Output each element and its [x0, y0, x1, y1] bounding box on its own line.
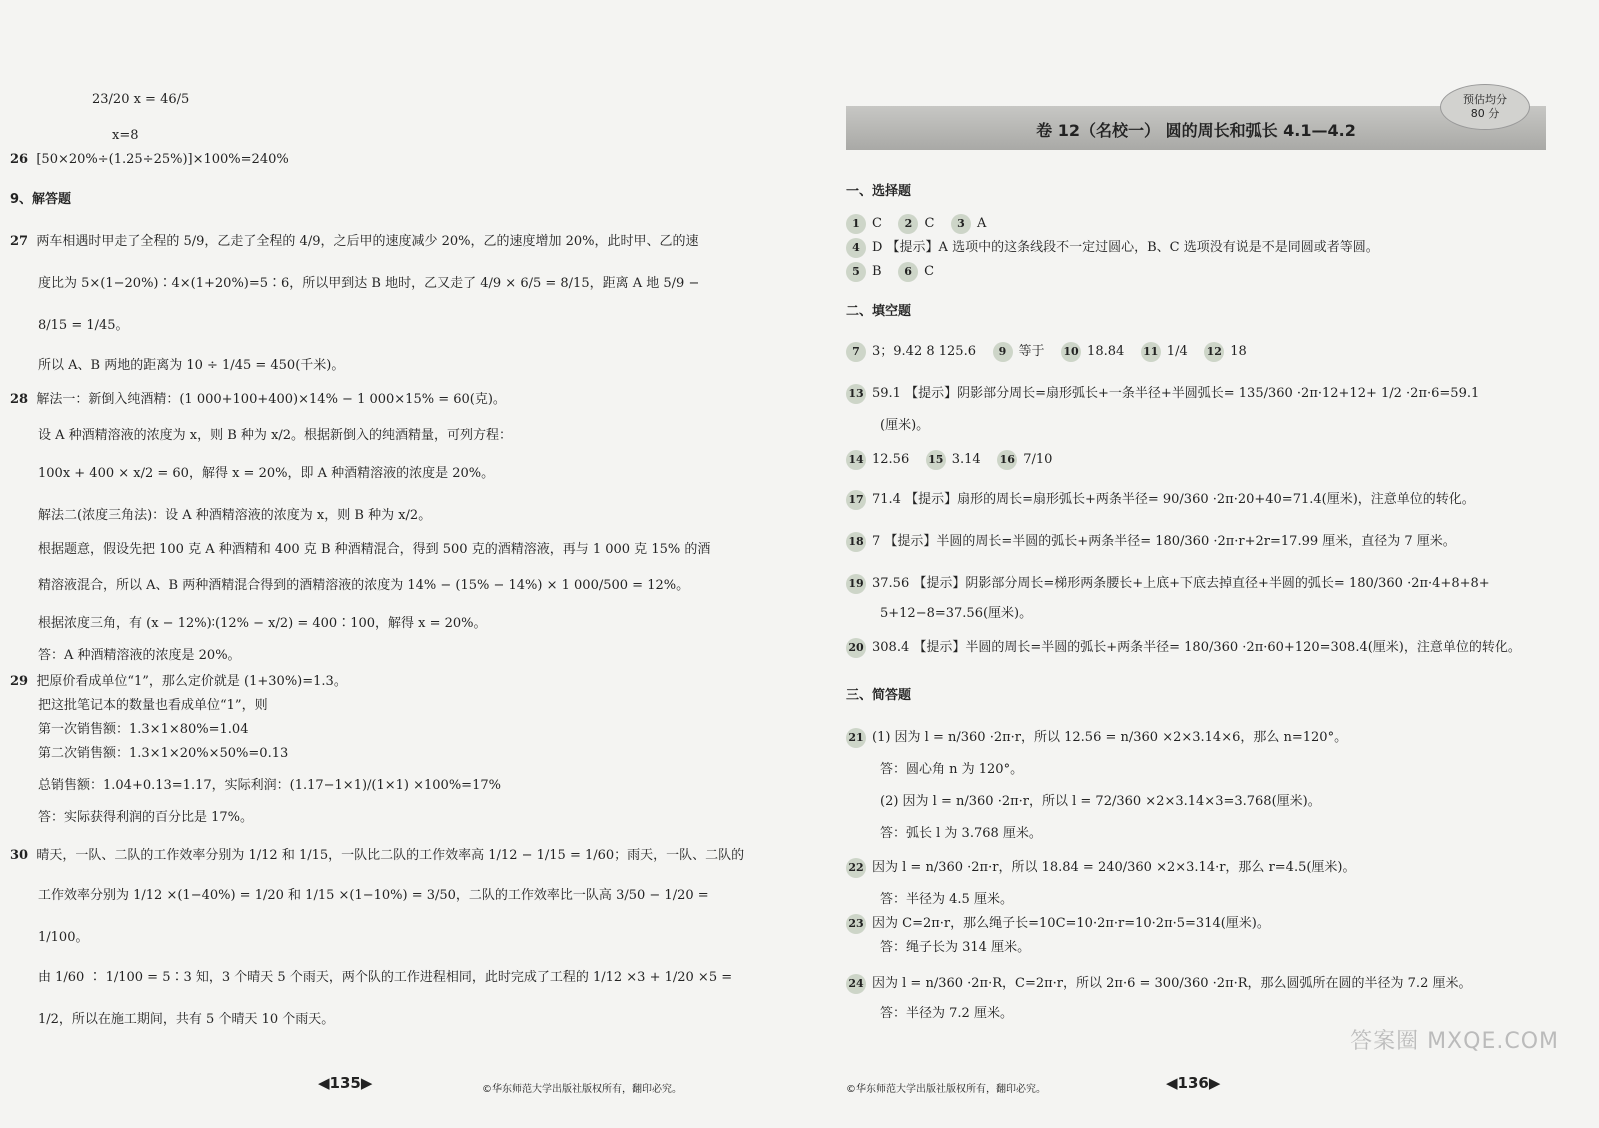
answer-21-l3: (2) 因为 l = n/360 ·2π·r，所以 l = 72/360 ×2×3.14×3=3.768(厘米)。 — [880, 794, 1321, 809]
q29-text-6: 答：实际获得利润的百分比是 17%。 — [38, 810, 254, 825]
q-number: 21 — [846, 728, 866, 748]
q27-text-3: 8/15 = 1/45。 — [38, 318, 129, 333]
q28-text-2: 设 A 种酒精溶液的浓度为 x，则 B 种为 x/2。根据新倒入的纯酒精量，可列方程： — [38, 428, 513, 443]
q28-text-7: 根据浓度三角，有 (x − 12%)∶(12% − x/2) = 400∶100，解得 x = 20%。 — [38, 616, 487, 631]
q28-text-5: 根据题意，假设先把 100 克 A 种酒精和 400 克 B 种酒精混合，得到 500 克的酒精溶液，再与 1 000 克 15% 的酒 — [38, 542, 711, 557]
answer: C — [924, 216, 935, 231]
answer: A — [976, 216, 987, 231]
q-number: 10 — [1061, 342, 1081, 362]
q-number: 15 — [926, 450, 946, 470]
answer: 3；9.42 8 125.6 — [872, 344, 976, 359]
answer: (1) 因为 l = n/360 ·2π·r，所以 12.56 = n/360 ×2×3.14×6，那么 n=120°。 — [872, 730, 1348, 745]
score-badge — [1440, 84, 1530, 130]
q-number: 30 — [10, 848, 29, 863]
q-number: 26 — [10, 152, 29, 167]
q-number: 16 — [997, 450, 1017, 470]
section-fill: 二、填空题 — [846, 304, 912, 319]
q30-text-3: 1/100。 — [38, 930, 89, 945]
answer-4 — [846, 238, 1379, 258]
q30-text-4: 由 1/60 ∶ 1/100 = 5∶3 知，3 个晴天 5 个雨天，两个队的工作进程相同，此时完成了工程的 1/12 ×3 + 1/20 ×5 = — [38, 970, 733, 985]
answer-18 — [846, 532, 1456, 552]
q26 — [10, 152, 289, 168]
answer: C — [872, 216, 882, 231]
answer: 308.4 【提示】半圆的周长=半圆的弧长+两条半径= 180/360 ·2π·60+120=308.4(厘米)，注意单位的转化。 — [872, 640, 1521, 655]
answer: 3.14 — [951, 452, 981, 467]
q30-text-2: 工作效率分别为 1/12 ×(1−40%) = 1/20 和 1/15 ×(1−10%) = 3/50，二队的工作效率比一队高 3/50 − 1/20 = — [38, 888, 709, 903]
answer-23-l2: 答：绳子长为 314 厘米。 — [880, 940, 1031, 955]
q-number: 28 — [10, 392, 29, 407]
q30-text-5: 1/2，所以在施工期间，共有 5 个晴天 10 个雨天。 — [38, 1012, 335, 1027]
answer: 12.56 — [872, 452, 910, 467]
answer: D 【提示】A 选项中的这条线段不一定过圆心，B、C 选项没有说是不是同圆或者等圆。 — [872, 240, 1379, 255]
answer: 37.56 【提示】阴影部分周长=梯形两条腰长+上底+下底去掉直径+半圆的弧长= 180/360 ·2π·4+8+8+ — [872, 576, 1490, 591]
q-number: 5 — [846, 262, 866, 282]
right-page — [800, 0, 1599, 1128]
answer: C — [924, 264, 935, 279]
q28-text-1: 解法一：新倒入纯酒精：(1 000+100+400)×14% − 1 000×15% = 60(克)。 — [36, 392, 506, 407]
answer: 18 — [1230, 344, 1247, 359]
answer-24-l2: 答：半径为 7.2 厘米。 — [880, 1006, 1013, 1021]
q27-text-4: 所以 A、B 两地的距离为 10 ÷ 1/45 = 450(千米)。 — [38, 358, 345, 373]
q29-text-1: 把原价看成单位“1”，那么定价就是 (1+30%)=1.3。 — [36, 674, 347, 689]
q-number: 9 — [993, 342, 1013, 362]
q-number: 1 — [846, 214, 866, 234]
equation-x: x=8 — [112, 128, 139, 143]
answer: 18.84 — [1087, 344, 1125, 359]
answer-24 — [846, 974, 1471, 994]
q-number: 23 — [846, 914, 866, 934]
answer-13 — [846, 384, 1479, 404]
answer-17 — [846, 490, 1475, 510]
answer: 59.1 【提示】阴影部分周长=扇形弧长+一条半径+半圆弧长= 135/360 ·2π·12+12+ 1/2 ·2π·6=59.1 — [872, 386, 1480, 401]
q29-text-3: 第一次销售额：1.3×1×80%=1.04 — [38, 722, 249, 737]
page-title: 卷 12（名校一） 圆的周长和弧长 4.1—4.2 — [1036, 121, 1356, 140]
answer: 1/4 — [1166, 344, 1188, 359]
answer-21-l2: 答：圆心角 n 为 120°。 — [880, 762, 1024, 777]
section-short-answer: 三、简答题 — [846, 688, 912, 703]
q27-line — [10, 234, 699, 250]
q-number: 24 — [846, 974, 866, 994]
answers-14-16 — [846, 450, 1052, 470]
answer: B — [872, 264, 882, 279]
answer: 7 【提示】半圆的周长=半圆的弧长+两条半径= 180/360 ·2π·r+2r=17.99 厘米，直径为 7 厘米。 — [872, 534, 1456, 549]
answers-5-6 — [846, 262, 934, 282]
q-number: 13 — [846, 384, 866, 404]
answer-19 — [846, 574, 1490, 594]
q29-text-4: 第二次销售额：1.3×1×20%×50%=0.13 — [38, 746, 289, 761]
q28-text-6: 精溶液混合，所以 A、B 两种酒精混合得到的酒精溶液的浓度为 14% − (15% − 14%) × 1 000/500 = 12%。 — [38, 578, 690, 593]
badge-label: 预估均分 — [1463, 93, 1507, 106]
q-number: 18 — [846, 532, 866, 552]
answer-13-cont: (厘米)。 — [880, 418, 930, 433]
answer-19-cont: 5+12−8=37.56(厘米)。 — [880, 606, 1033, 621]
q-number: 17 — [846, 490, 866, 510]
q-number: 11 — [1141, 342, 1161, 362]
q-number: 4 — [846, 238, 866, 258]
q-number: 14 — [846, 450, 866, 470]
page-number: ◀136▶ — [1166, 1074, 1221, 1092]
answer: 因为 l = n/360 ·2π·r，所以 18.84 = 240/360 ×2×3.14·r，那么 r=4.5(厘米)。 — [872, 860, 1356, 875]
q28-text-4: 解法二(浓度三角法)：设 A 种酒精溶液的浓度为 x，则 B 种为 x/2。 — [38, 508, 432, 523]
q30-text-1: 晴天，一队、二队的工作效率分别为 1/12 和 1/15，一队比二队的工作效率高 1/12 − 1/15 = 1/60；雨天，一队、二队的 — [36, 848, 745, 863]
q-number: 3 — [951, 214, 971, 234]
answer-21 — [846, 728, 1347, 748]
q-number: 20 — [846, 638, 866, 658]
section-heading: 9、解答题 — [10, 192, 72, 207]
q-number: 2 — [898, 214, 918, 234]
q28-text-3: 100x + 400 × x/2 = 60，解得 x = 20%，即 A 种酒精溶液的浓度是 20%。 — [38, 466, 495, 481]
q-number: 19 — [846, 574, 866, 594]
answer: 71.4 【提示】扇形的周长=扇形弧长+两条半径= 90/360 ·2π·20+40=71.4(厘米)，注意单位的转化。 — [872, 492, 1475, 507]
answer-22-l2: 答：半径为 4.5 厘米。 — [880, 892, 1013, 907]
answer: 7/10 — [1023, 452, 1053, 467]
q26-text: [50×20%÷(1.25÷25%)]×100%=240% — [36, 152, 289, 167]
answer: 因为 l = n/360 ·2π·R，C=2π·r，所以 2π·6 = 300/360 ·2π·R，那么圆弧所在圆的半径为 7.2 厘米。 — [872, 976, 1472, 991]
q29-text-2: 把这批笔记本的数量也看成单位“1”，则 — [38, 698, 268, 713]
answer-21-l4: 答：弧长 l 为 3.768 厘米。 — [880, 826, 1042, 841]
answer-20 — [846, 638, 1521, 658]
q29-text-5: 总销售额：1.04+0.13=1.17，实际利润：(1.17−1×1)/(1×1) ×100%=17% — [38, 778, 501, 793]
q28-line — [10, 392, 506, 408]
answer: 因为 C=2π·r，那么绳子长=10C=10·2π·r=10·2π·5=314(厘米)。 — [872, 916, 1270, 931]
q-number: 27 — [10, 234, 29, 249]
watermark: 答案圈 MXQE.COM — [1350, 1029, 1559, 1054]
q-number: 6 — [898, 262, 918, 282]
section-choice: 一、选择题 — [846, 184, 912, 199]
q27-text-2: 度比为 5×(1−20%)∶4×(1+20%)=5∶6，所以甲到达 B 地时，乙又走了 4/9 × 6/5 = 8/15，距离 A 地 5/9 − — [38, 276, 700, 291]
answer: 等于 — [1018, 344, 1045, 359]
q28-text-8: 答：A 种酒精溶液的浓度是 20%。 — [38, 648, 241, 663]
q29-line — [10, 674, 347, 690]
q-number: 7 — [846, 342, 866, 362]
page-number: ◀135▶ — [318, 1074, 373, 1092]
badge-score: 80 分 — [1470, 107, 1500, 120]
copyright-footer: ©华东师范大学出版社版权所有，翻印必究。 — [482, 1084, 682, 1095]
answers-7-12 — [846, 342, 1247, 362]
equation-top: 23/20 x = 46/5 — [92, 92, 190, 107]
answers-1-3 — [846, 214, 986, 234]
q-number: 22 — [846, 858, 866, 878]
left-page — [0, 0, 790, 1128]
q-number: 29 — [10, 674, 29, 689]
q30-line — [10, 848, 744, 864]
copyright-footer: ©华东师范大学出版社版权所有，翻印必究。 — [846, 1084, 1046, 1095]
q27-text-1: 两车相遇时甲走了全程的 5/9，乙走了全程的 4/9，之后甲的速度减少 20%，乙的速度增加 20%，此时甲、乙的速 — [36, 234, 699, 249]
q-number: 12 — [1204, 342, 1224, 362]
answer-22 — [846, 858, 1356, 878]
answer-23 — [846, 914, 1270, 934]
